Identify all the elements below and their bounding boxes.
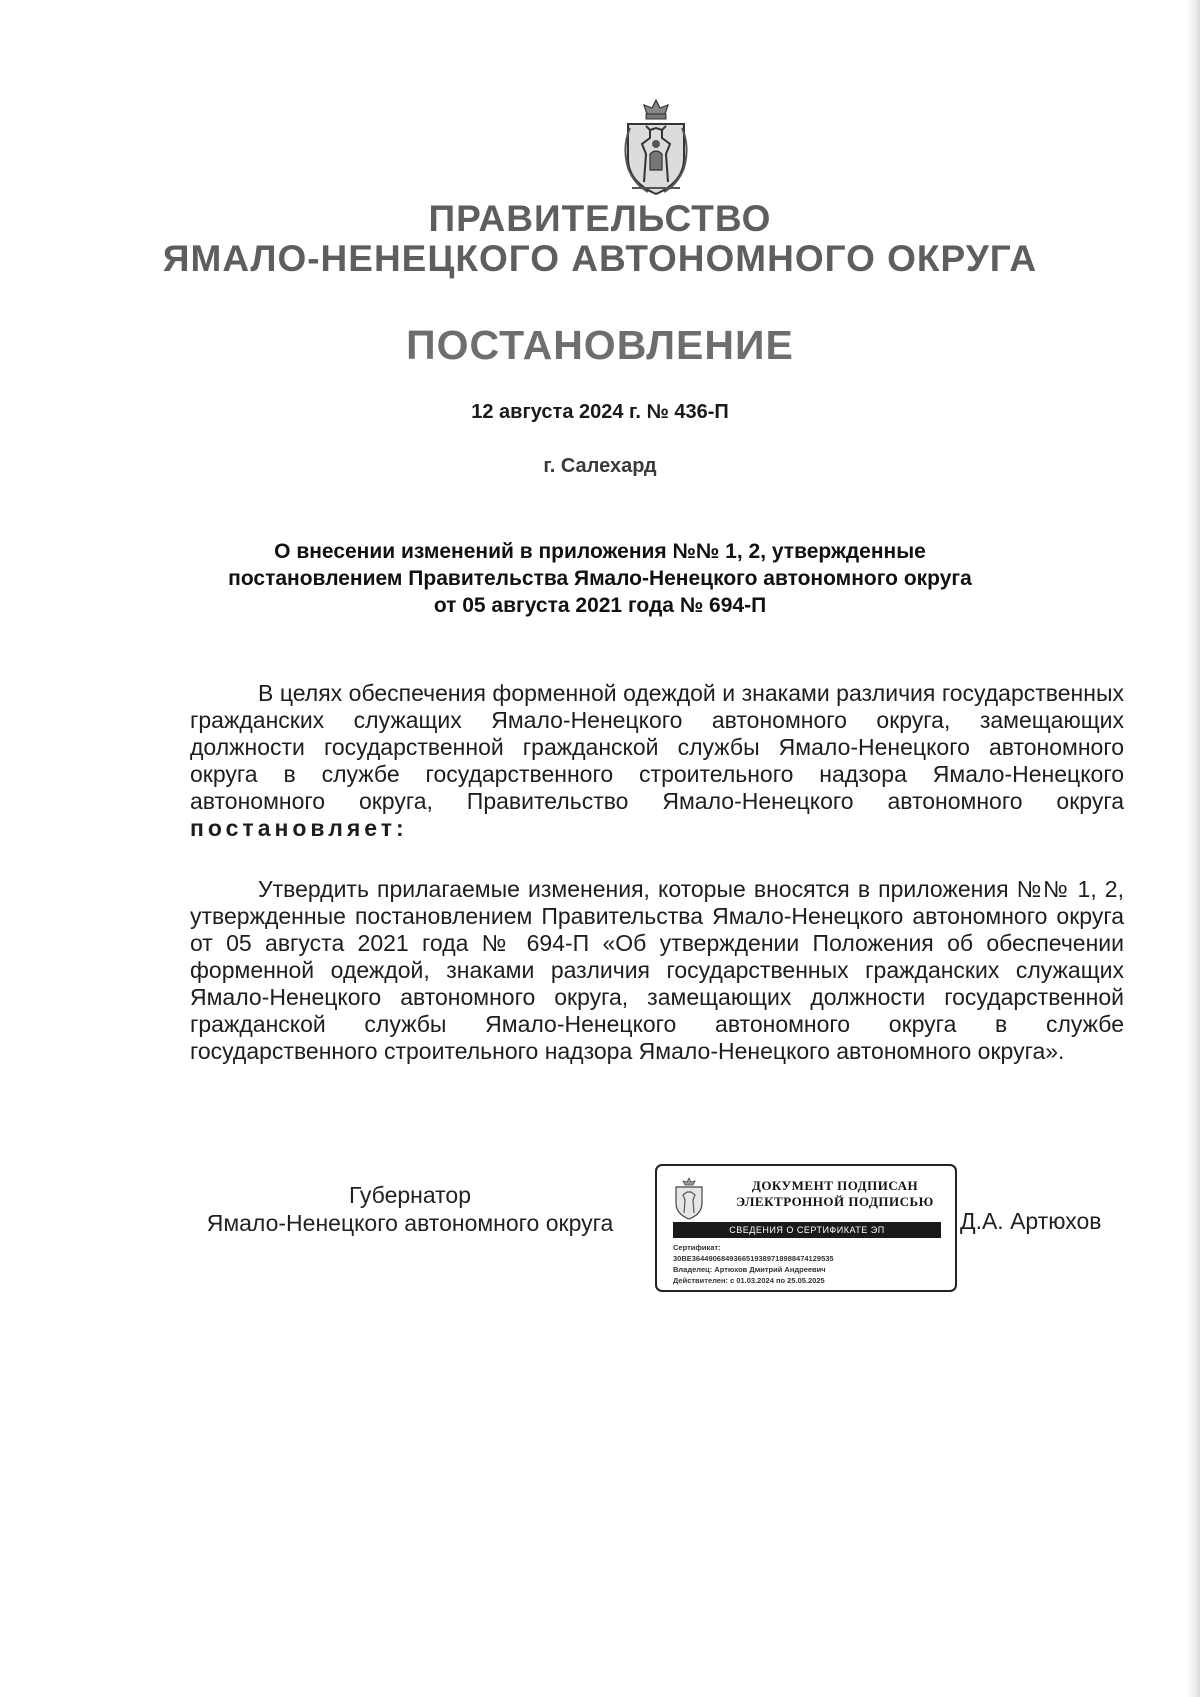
stamp-title — [717, 1178, 953, 1210]
document-date-number: 12 августа 2024 г. № 436-П — [471, 401, 729, 423]
government-name-line2: ЯМАЛО-НЕНЕЦКОГО АВТОНОМНОГО ОКРУГА — [162, 238, 1038, 279]
stamp-emblem-icon — [672, 1176, 706, 1220]
decree-keyword: постановляет: — [190, 815, 408, 841]
signatory-position-line2: Ямало-Ненецкого автономного округа — [206, 1210, 614, 1236]
body-paragraph-2: Утвердить прилагаемые изменения, которые вносятся в приложения №№ 1, 2, утвержденные постановлением Правительства Ямало-Ненецкого автономного округа от 05 августа 2021 года № 694-П «Об утверждении Положения об обеспечении форменной одеждой, знаками различия государственных гражданских служащих Ямало-Ненецкого автономного округа, замещающих должности государственной гражданской службы Ямало-Ненецкого автономного округа в службе государственного строительного надзора Ямало-Ненецкого автономного округа». — [190, 876, 1124, 1064]
government-name-line1: ПРАВИТЕЛЬСТВО — [428, 198, 772, 239]
signatory-name: Д.А. Артюхов — [960, 1208, 1102, 1234]
document-subject — [200, 538, 1000, 619]
signatory-position — [180, 1181, 640, 1237]
paragraph1-text: В целях обеспечения форменной одеждой и знаками различия государственных гражданских служащих Ямало-Ненецкого автономного округа, замещающих должности государственной гражданской службы Ямало-Ненецкого автономного округа в службе государственного строительного надзора Ямало-Ненецкого автономного округа, Правительство Ямало-Ненецкого автономного округа — [190, 680, 1124, 814]
stamp-certificate-number: 30ВЕ3644906849366519389718988474129535 — [673, 1254, 834, 1263]
document-city: г. Салехард — [543, 455, 657, 477]
electronic-signature-stamp — [655, 1164, 957, 1292]
stamp-certificate-label: Сертификат: — [673, 1243, 721, 1252]
document-type-title: ПОСТАНОВЛЕНИЕ — [406, 322, 794, 368]
stamp-certificate-bar: СВЕДЕНИЯ О СЕРТИФИКАТЕ ЭП — [673, 1222, 941, 1238]
stamp-owner: Владелец: Артюхов Дмитрий Андреевич — [673, 1265, 826, 1274]
stamp-title-line2: ЭЛЕКТРОННОЙ ПОДПИСЬЮ — [736, 1194, 934, 1209]
stamp-title-line1: ДОКУМЕНТ ПОДПИСАН — [751, 1178, 919, 1193]
signatory-position-line1: Губернатор — [348, 1182, 472, 1208]
subject-line2: постановлением Правительства Ямало-Ненецкого автономного округа — [228, 567, 972, 590]
subject-line1: О внесении изменений в приложения №№ 1, 2, утвержденные — [274, 540, 926, 563]
body-paragraph-1 — [190, 680, 1124, 842]
subject-line3: от 05 августа 2021 года № 694-П — [433, 594, 767, 617]
coat-of-arms-emblem — [620, 98, 692, 198]
stamp-validity: Действителен: с 01.03.2024 по 25.05.2025 — [673, 1276, 825, 1285]
